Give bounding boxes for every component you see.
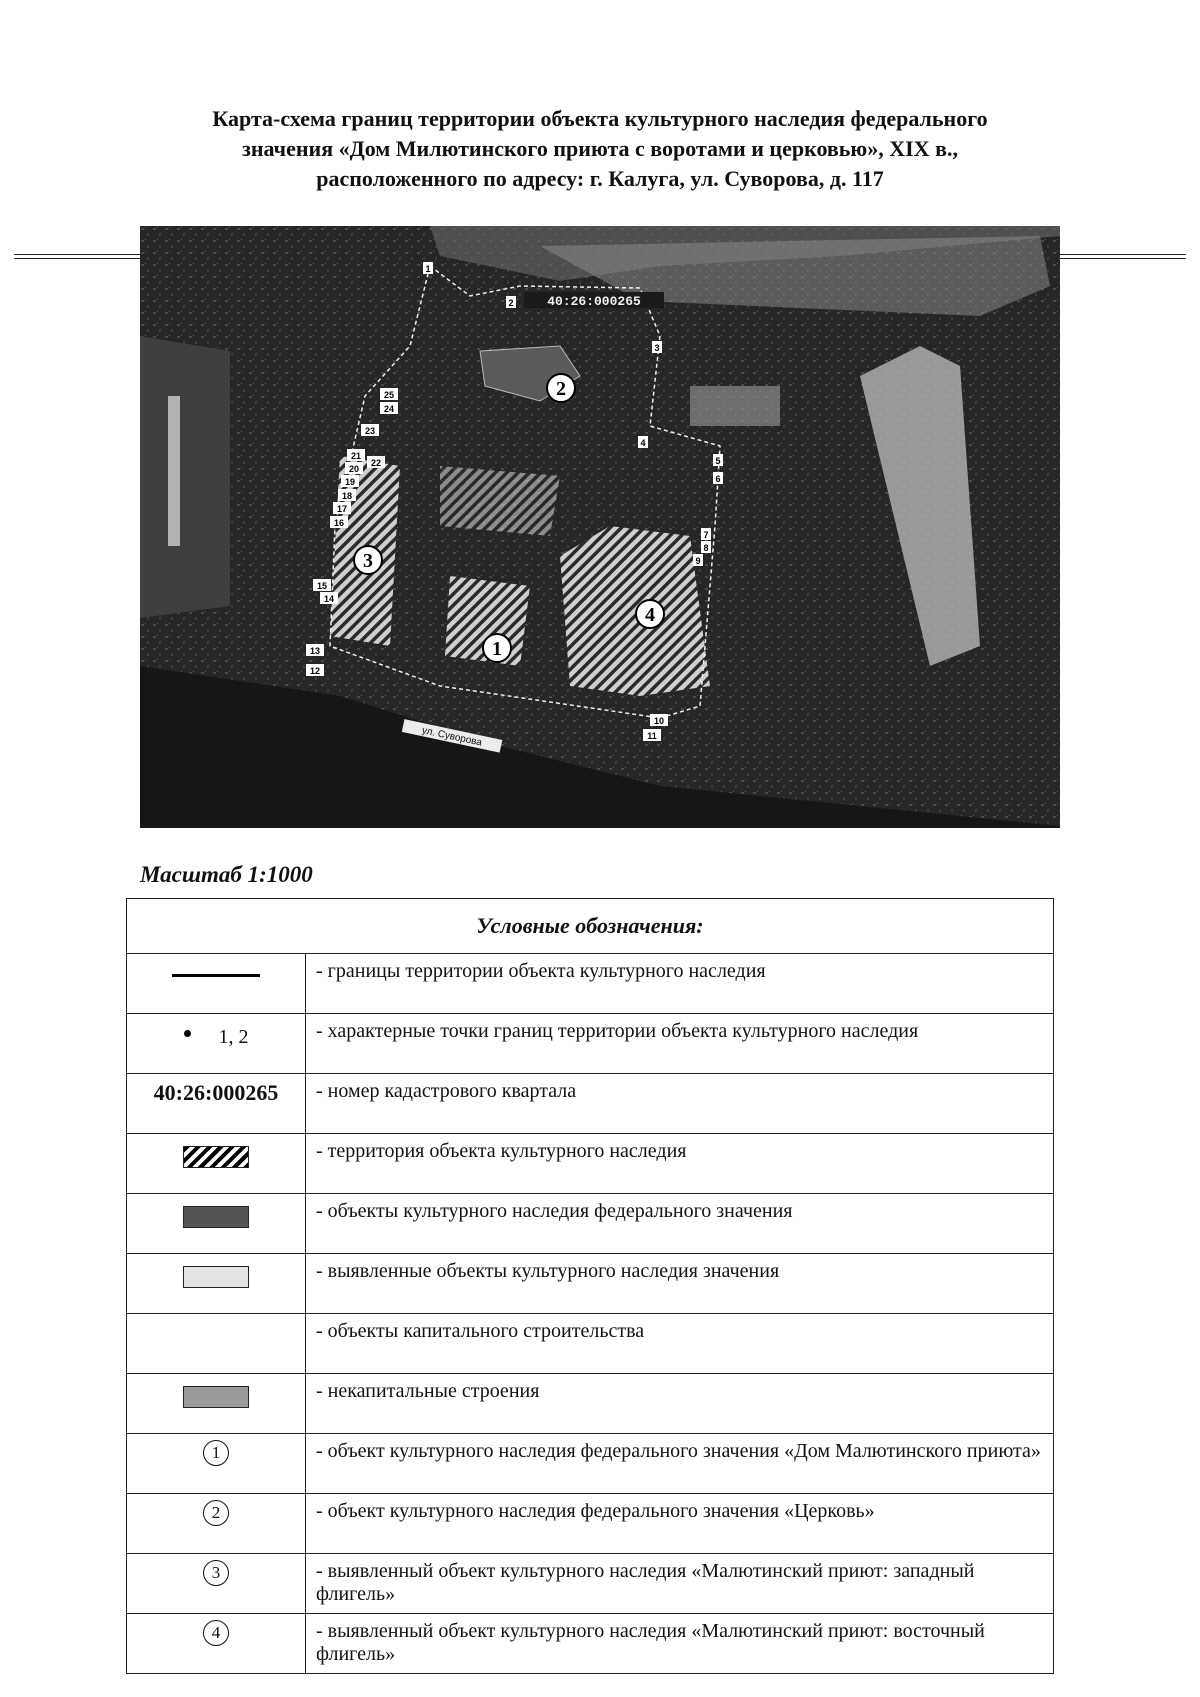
- legend-text: - объект культурного наследия федерального значения «Церковь»: [306, 1494, 1054, 1554]
- point-9[interactable]: [693, 554, 703, 566]
- left-rule-top: [14, 254, 142, 255]
- object-marker-2[interactable]: [547, 374, 575, 402]
- point-24-label: 24: [383, 404, 395, 414]
- object-marker-1[interactable]: [483, 634, 511, 662]
- cadastral-label-group: [524, 292, 664, 309]
- legend-row-territory: [127, 1134, 1054, 1194]
- legend-symbol-cell: [127, 1074, 306, 1134]
- point-13-label: 13: [309, 646, 321, 656]
- legend-table: [126, 898, 1054, 1674]
- object-1-label: 1: [492, 638, 502, 660]
- legend-row-object-4: [127, 1614, 1054, 1674]
- point-16-label: 16: [333, 518, 345, 528]
- point-25[interactable]: [380, 388, 398, 400]
- point-6[interactable]: [713, 472, 723, 484]
- point-15-label: 15: [316, 581, 328, 591]
- legend-text: - характерные точки границ территории объекта культурного наследия: [306, 1014, 1054, 1074]
- legend-symbol-cell: [127, 1254, 306, 1314]
- legend-row-cadastral: [127, 1074, 1054, 1134]
- point-21[interactable]: [347, 449, 365, 461]
- point-dot-symbol: [184, 1026, 249, 1049]
- point-20-label: 20: [348, 464, 360, 474]
- point-19[interactable]: [341, 475, 359, 487]
- circle-number-icon: 1: [203, 1440, 229, 1466]
- legend-text: - выявленный объект культурного наследия «Малютинский приют: восточный флигель»: [306, 1614, 1054, 1674]
- point-5-label: 5: [715, 456, 721, 466]
- hatch-swatch: [183, 1146, 249, 1168]
- legend-row-object-3: [127, 1554, 1054, 1614]
- map-title: [150, 104, 1050, 194]
- legend-symbol-cell: [127, 1494, 306, 1554]
- legend-text: - выявленные объекты культурного наследия значения: [306, 1254, 1054, 1314]
- point-13[interactable]: [306, 644, 324, 656]
- point-1-label: 1: [425, 264, 431, 274]
- point-12-label: 12: [309, 666, 321, 676]
- point-23[interactable]: [361, 424, 379, 436]
- legend-text: - выявленный объект культурного наследия «Малютинский приют: западный флигель»: [306, 1554, 1054, 1614]
- point-11[interactable]: [643, 729, 661, 741]
- point-6-label: 6: [715, 474, 721, 484]
- point-18[interactable]: [338, 489, 356, 501]
- circle-number-icon: 4: [203, 1620, 229, 1646]
- noncapital-swatch: [183, 1386, 249, 1408]
- legend-header: Условные обозначения:: [127, 899, 1054, 954]
- point-15[interactable]: [313, 579, 331, 591]
- right-rule-bottom: [1058, 258, 1186, 259]
- point-19-label: 19: [344, 477, 356, 487]
- object-2-label: 2: [556, 378, 566, 400]
- point-4-label: 4: [640, 438, 646, 448]
- legend-text: - территория объекта культурного наследия: [306, 1134, 1054, 1194]
- legend-text: - некапитальные строения: [306, 1374, 1054, 1434]
- legend-row-points: [127, 1014, 1054, 1074]
- legend-header-row: [127, 899, 1054, 954]
- legend-row-capital: [127, 1314, 1054, 1374]
- point-12[interactable]: [306, 664, 324, 676]
- point-22[interactable]: [367, 456, 385, 468]
- point-17[interactable]: [333, 502, 351, 514]
- scale-label: Масштаб 1:1000: [140, 862, 313, 887]
- point-10-label: 10: [653, 716, 665, 726]
- circle-number-icon: 3: [203, 1560, 229, 1586]
- title-line-2: значения «Дом Милютинского приюта с воротами и церковью», XIX в.,: [242, 136, 958, 161]
- object-4-label: 4: [645, 604, 655, 626]
- point-14-label: 14: [323, 594, 335, 604]
- point-3-label: 3: [654, 343, 660, 353]
- legend-symbol-cell: [127, 1374, 306, 1434]
- legend-symbol-cell: [127, 1434, 306, 1494]
- point-21-label: 21: [350, 451, 362, 461]
- legend-symbol-cell: [127, 1314, 306, 1374]
- legend-text: - границы территории объекта культурного наследия: [306, 954, 1054, 1014]
- boundary-line-symbol: [172, 974, 260, 977]
- legend-text: - номер кадастрового квартала: [306, 1074, 1054, 1134]
- legend-row-revealed: [127, 1254, 1054, 1314]
- courtyard-hatch: [440, 466, 560, 536]
- point-14[interactable]: [320, 592, 338, 604]
- legend-row-noncapital: [127, 1374, 1054, 1434]
- legend-text: - объекты культурного наследия федерального значения: [306, 1194, 1054, 1254]
- title-line-3: расположенного по адресу: г. Калуга, ул. Суворова, д. 117: [316, 166, 884, 191]
- point-10[interactable]: [650, 714, 668, 726]
- point-9-label: 9: [695, 556, 701, 566]
- federal-swatch: [183, 1206, 249, 1228]
- object-marker-3[interactable]: [354, 546, 382, 574]
- revealed-swatch: [183, 1266, 249, 1288]
- cadastral-number: 40:26:000265: [547, 294, 641, 309]
- point-2[interactable]: [506, 296, 516, 308]
- aerial-map[interactable]: [140, 226, 1060, 828]
- point-7[interactable]: [701, 528, 711, 540]
- right-rule-top: [1058, 254, 1186, 255]
- legend-symbol-cell: [127, 1134, 306, 1194]
- point-11-label: 11: [647, 731, 657, 741]
- point-8-label: 8: [703, 543, 709, 553]
- circle-number-icon: 2: [203, 1500, 229, 1526]
- legend-symbol-cell: [127, 1614, 306, 1674]
- street-name: ул. Суворова: [420, 725, 483, 749]
- point-numbers: 1, 2: [218, 1026, 249, 1048]
- object-marker-4[interactable]: [636, 600, 664, 628]
- point-4[interactable]: [638, 436, 648, 448]
- point-20[interactable]: [345, 462, 363, 474]
- left-rule-bottom: [14, 258, 142, 259]
- legend-text: - объект культурного наследия федерального значения «Дом Малютинского приюта»: [306, 1434, 1054, 1494]
- legend-row-object-2: [127, 1494, 1054, 1554]
- legend-symbol-cell: [127, 1554, 306, 1614]
- point-18-label: 18: [341, 491, 353, 501]
- point-24[interactable]: [380, 402, 398, 414]
- central-light-patch: [690, 386, 780, 426]
- point-8[interactable]: [701, 541, 711, 553]
- point-1[interactable]: [423, 262, 433, 274]
- point-22-label: 22: [370, 458, 382, 468]
- point-5[interactable]: [713, 454, 723, 466]
- map-canvas: [140, 226, 1060, 828]
- legend-symbol-cell: [127, 1194, 306, 1254]
- legend-row-boundary: [127, 954, 1054, 1014]
- point-16[interactable]: [330, 516, 348, 528]
- legend-symbol-cell: [127, 1014, 306, 1074]
- cadastral-symbol: 40:26:000265: [153, 1080, 279, 1105]
- legend-symbol-cell: [127, 954, 306, 1014]
- legend-row-object-1: [127, 1434, 1054, 1494]
- western-building: [140, 336, 230, 618]
- point-7-label: 7: [703, 530, 709, 540]
- point-25-label: 25: [383, 390, 395, 400]
- point-2-label: 2: [508, 298, 514, 308]
- point-23-label: 23: [364, 426, 376, 436]
- legend-text: - объекты капитального строительства: [306, 1314, 1054, 1374]
- title-line-1: Карта-схема границ территории объекта культурного наследия федерального: [212, 106, 988, 131]
- western-roof-highlight: [168, 396, 180, 546]
- point-3[interactable]: [652, 341, 662, 353]
- legend-row-federal: [127, 1194, 1054, 1254]
- point-17-label: 17: [336, 504, 348, 514]
- object-3-label: 3: [363, 550, 373, 572]
- dot-icon: [184, 1030, 191, 1037]
- east-wing-hatch: [560, 526, 710, 696]
